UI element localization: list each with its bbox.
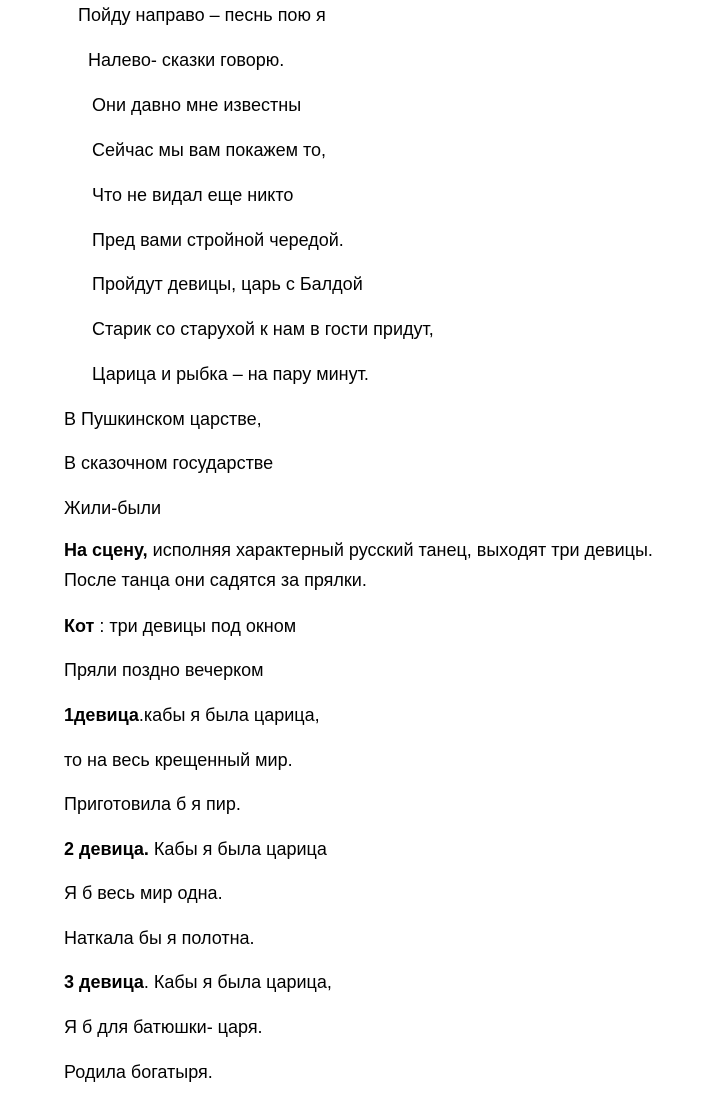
speech-line: Я б весь мир одна. — [64, 883, 223, 903]
speaker-name: 3 девица — [64, 972, 144, 992]
speech-text: . Кабы я была царица, — [143, 972, 332, 992]
intro-line: В Пушкинском царстве, — [64, 409, 262, 429]
verse-line: Пройдут девицы, царь с Балдой — [92, 274, 363, 294]
speaker-name: Кот — [64, 616, 95, 636]
speaker-name: 1девица — [64, 705, 139, 725]
speech-line: Приготовила б я пир. — [64, 794, 241, 814]
verse-line: Сейчас мы вам покажем то, — [92, 140, 327, 160]
intro-line: Жили-были — [64, 498, 162, 518]
intro-line: В сказочном государстве — [64, 453, 274, 473]
maiden3-line — [64, 971, 332, 993]
speech-line: Родила богатыря. — [64, 1062, 213, 1082]
verse-line: Пред вами стройной чередой. — [92, 230, 344, 250]
speech-text: : три девицы под окном — [94, 616, 297, 636]
cat-line — [64, 615, 296, 637]
stage-direction-text: исполняя характерный русский танец, выходят три девицы. После танца они садятся за прялки. — [64, 540, 653, 590]
verse-line: Они давно мне известны — [92, 95, 302, 115]
verse-line: Старик со старухой к нам в гости придут, — [92, 319, 434, 339]
speech-line: Наткала бы я полотна. — [64, 928, 255, 948]
speaker-name: 2 девица. — [64, 839, 149, 859]
maiden2-line — [64, 838, 327, 860]
verse-line: Царица и рыбка – на пару минут. — [92, 364, 369, 384]
speech-line: Пряли поздно вечерком — [64, 660, 264, 680]
stage-direction-label: На сцену, — [64, 540, 148, 560]
speech-line: Я б для батюшки- царя. — [64, 1017, 263, 1037]
speech-text: Кабы я была царица — [148, 839, 327, 859]
speech-text: .кабы я была царица, — [138, 705, 320, 725]
verse-line: Пойду направо – песнь пою я — [78, 5, 326, 25]
stage-direction — [64, 535, 704, 595]
verse-line: Налево- сказки говорю. — [88, 50, 285, 70]
maiden1-line — [64, 704, 320, 726]
speech-line: то на весь крещенный мир. — [64, 750, 293, 770]
verse-line: Что не видал еще никто — [92, 185, 294, 205]
